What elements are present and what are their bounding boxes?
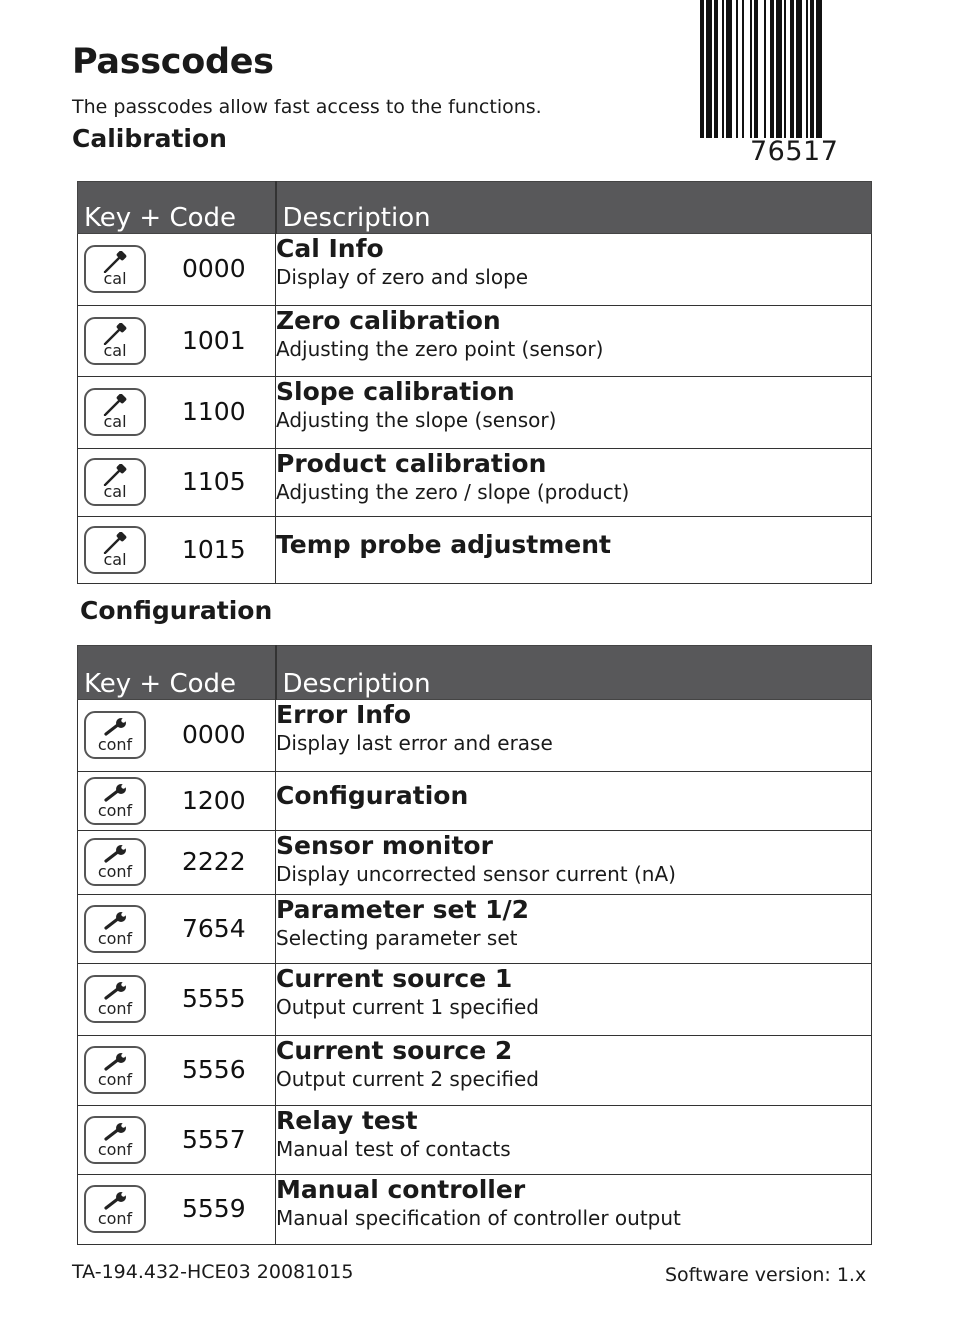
wrench-icon bbox=[100, 1191, 130, 1211]
description-cell bbox=[276, 1036, 872, 1106]
key-label: conf bbox=[97, 999, 133, 1018]
function-name: Cal Info bbox=[276, 234, 384, 263]
document-id: TA-194.432-HCE03 20081015 bbox=[72, 1261, 354, 1283]
key-label: conf bbox=[97, 735, 133, 754]
key-code-cell bbox=[78, 449, 276, 517]
key-label: cal bbox=[103, 269, 127, 288]
passcode: 5556 bbox=[182, 1055, 246, 1084]
passcode: 1105 bbox=[182, 467, 246, 496]
function-name: Current source 1 bbox=[276, 964, 513, 993]
header-description: Description bbox=[276, 646, 872, 700]
key-label: conf bbox=[97, 862, 133, 881]
conf-key-button[interactable] bbox=[84, 1046, 146, 1094]
description-cell bbox=[276, 1175, 872, 1245]
key-code-cell bbox=[78, 234, 276, 306]
barcode-bar bbox=[764, 0, 766, 138]
description-cell bbox=[276, 831, 872, 895]
function-description: Output current 2 specified bbox=[276, 1067, 539, 1091]
passcode: 2222 bbox=[182, 847, 246, 876]
key-label: cal bbox=[103, 482, 127, 501]
function-description: Manual specification of controller output bbox=[276, 1206, 681, 1230]
conf-row bbox=[78, 831, 872, 895]
calibration-table bbox=[77, 181, 872, 584]
key-code-cell bbox=[78, 306, 276, 377]
key-code-cell bbox=[78, 964, 276, 1036]
barcode-bar bbox=[806, 0, 808, 138]
function-name: Zero calibration bbox=[276, 306, 501, 335]
description-cell bbox=[276, 895, 872, 964]
description-cell bbox=[276, 449, 872, 517]
page-title: Passcodes bbox=[72, 42, 274, 82]
cal-key-button[interactable] bbox=[84, 526, 146, 574]
function-name: Error Info bbox=[276, 700, 412, 729]
barcode-bar bbox=[770, 0, 774, 138]
description-cell bbox=[276, 234, 872, 306]
barcode-bar bbox=[714, 0, 718, 138]
function-description: Adjusting the zero point (sensor) bbox=[276, 337, 604, 361]
conf-row bbox=[78, 1106, 872, 1175]
conf-row bbox=[78, 964, 872, 1036]
passcode: 0000 bbox=[182, 720, 246, 749]
passcode: 5557 bbox=[182, 1125, 246, 1154]
barcode-bar bbox=[790, 0, 794, 138]
cal-row bbox=[78, 234, 872, 306]
barcode-bar bbox=[750, 0, 752, 138]
key-label: conf bbox=[97, 1070, 133, 1089]
function-name: Product calibration bbox=[276, 449, 547, 478]
function-description: Adjusting the slope (sensor) bbox=[276, 408, 557, 432]
barcode-bar bbox=[754, 0, 758, 138]
key-label: conf bbox=[97, 801, 133, 820]
conf-key-button[interactable] bbox=[84, 1185, 146, 1233]
wrench-icon bbox=[100, 717, 130, 737]
wrench-icon bbox=[100, 981, 130, 1001]
key-label: cal bbox=[103, 341, 127, 360]
key-label: conf bbox=[97, 1209, 133, 1228]
function-name: Manual controller bbox=[276, 1175, 526, 1204]
barcode-bar bbox=[796, 0, 802, 138]
header-key-code: Key + Code bbox=[78, 182, 276, 234]
configuration-table bbox=[77, 645, 872, 1245]
function-name: Temp probe adjustment bbox=[276, 530, 612, 559]
barcode bbox=[698, 0, 874, 170]
barcode-bar bbox=[810, 0, 814, 138]
header-description: Description bbox=[276, 182, 872, 234]
barcode-bar bbox=[700, 0, 704, 138]
conf-key-button[interactable] bbox=[84, 905, 146, 953]
conf-key-button[interactable] bbox=[84, 975, 146, 1023]
wrench-icon bbox=[100, 783, 130, 803]
key-code-cell bbox=[78, 831, 276, 895]
conf-row bbox=[78, 772, 872, 831]
function-name: Slope calibration bbox=[276, 377, 515, 406]
function-name: Parameter set 1/2 bbox=[276, 895, 530, 924]
cal-row bbox=[78, 517, 872, 584]
barcode-bar bbox=[742, 0, 744, 138]
passcode: 1200 bbox=[182, 786, 246, 815]
description-cell bbox=[276, 1106, 872, 1175]
header-key-code: Key + Code bbox=[78, 646, 276, 700]
passcode: 7654 bbox=[182, 914, 246, 943]
description-cell bbox=[276, 517, 872, 584]
passcode: 0000 bbox=[182, 254, 246, 283]
key-code-cell bbox=[78, 895, 276, 964]
wrench-icon bbox=[100, 844, 130, 864]
key-code-cell bbox=[78, 377, 276, 449]
key-code-cell bbox=[78, 772, 276, 831]
barcode-bar bbox=[726, 0, 732, 138]
passcode: 5559 bbox=[182, 1194, 246, 1223]
function-description: Display last error and erase bbox=[276, 731, 553, 755]
barcode-bar bbox=[776, 0, 782, 138]
barcode-bar bbox=[784, 0, 786, 138]
configuration-rows bbox=[78, 700, 872, 1245]
key-code-cell bbox=[78, 700, 276, 772]
barcode-bars bbox=[698, 0, 874, 138]
description-cell bbox=[276, 772, 872, 831]
conf-key-button[interactable] bbox=[84, 1116, 146, 1164]
passcode: 5555 bbox=[182, 984, 246, 1013]
barcode-number: 76517 bbox=[750, 136, 839, 167]
function-name: Current source 2 bbox=[276, 1036, 513, 1065]
key-code-cell bbox=[78, 517, 276, 584]
cal-row bbox=[78, 306, 872, 377]
cal-key-button[interactable] bbox=[84, 458, 146, 506]
calibration-rows bbox=[78, 234, 872, 584]
wrench-icon bbox=[100, 911, 130, 931]
description-cell bbox=[276, 964, 872, 1036]
function-description: Adjusting the zero / slope (product) bbox=[276, 480, 630, 504]
function-name: Relay test bbox=[276, 1106, 418, 1135]
intro-text: The passcodes allow fast access to the functions. bbox=[72, 96, 542, 118]
passcode: 1001 bbox=[182, 326, 246, 355]
cal-key-button[interactable] bbox=[84, 388, 146, 436]
key-label: conf bbox=[97, 1140, 133, 1159]
key-label: cal bbox=[103, 550, 127, 569]
function-description: Selecting parameter set bbox=[276, 926, 518, 950]
key-code-cell bbox=[78, 1175, 276, 1245]
conf-key-button[interactable] bbox=[84, 838, 146, 886]
function-description: Output current 1 specified bbox=[276, 995, 539, 1019]
key-code-cell bbox=[78, 1106, 276, 1175]
software-version: Software version: 1.x bbox=[665, 1264, 867, 1286]
key-label: cal bbox=[103, 412, 127, 431]
passcode: 1015 bbox=[182, 535, 246, 564]
function-description: Display of zero and slope bbox=[276, 265, 529, 289]
cal-key-button[interactable] bbox=[84, 317, 146, 365]
barcode-bar bbox=[816, 0, 822, 138]
conf-row bbox=[78, 700, 872, 772]
cal-key-button[interactable] bbox=[84, 245, 146, 293]
passcode: 1100 bbox=[182, 397, 246, 426]
conf-key-button[interactable] bbox=[84, 777, 146, 825]
description-cell bbox=[276, 700, 872, 772]
cal-row bbox=[78, 449, 872, 517]
function-description: Manual test of contacts bbox=[276, 1137, 511, 1161]
wrench-icon bbox=[100, 1052, 130, 1072]
barcode-bar bbox=[736, 0, 738, 138]
barcode-bar bbox=[706, 0, 712, 138]
description-cell bbox=[276, 306, 872, 377]
wrench-icon bbox=[100, 1122, 130, 1142]
conf-key-button[interactable] bbox=[84, 711, 146, 759]
conf-row bbox=[78, 895, 872, 964]
description-cell bbox=[276, 377, 872, 449]
cal-row bbox=[78, 377, 872, 449]
conf-row bbox=[78, 1036, 872, 1106]
barcode-bar bbox=[722, 0, 724, 138]
key-code-cell bbox=[78, 1036, 276, 1106]
key-label: conf bbox=[97, 929, 133, 948]
configuration-heading: Configuration bbox=[80, 596, 273, 625]
conf-row bbox=[78, 1175, 872, 1245]
function-name: Sensor monitor bbox=[276, 831, 493, 860]
function-description: Display uncorrected sensor current (nA) bbox=[276, 862, 676, 886]
calibration-heading: Calibration bbox=[72, 124, 227, 153]
function-name: Configuration bbox=[276, 781, 469, 810]
